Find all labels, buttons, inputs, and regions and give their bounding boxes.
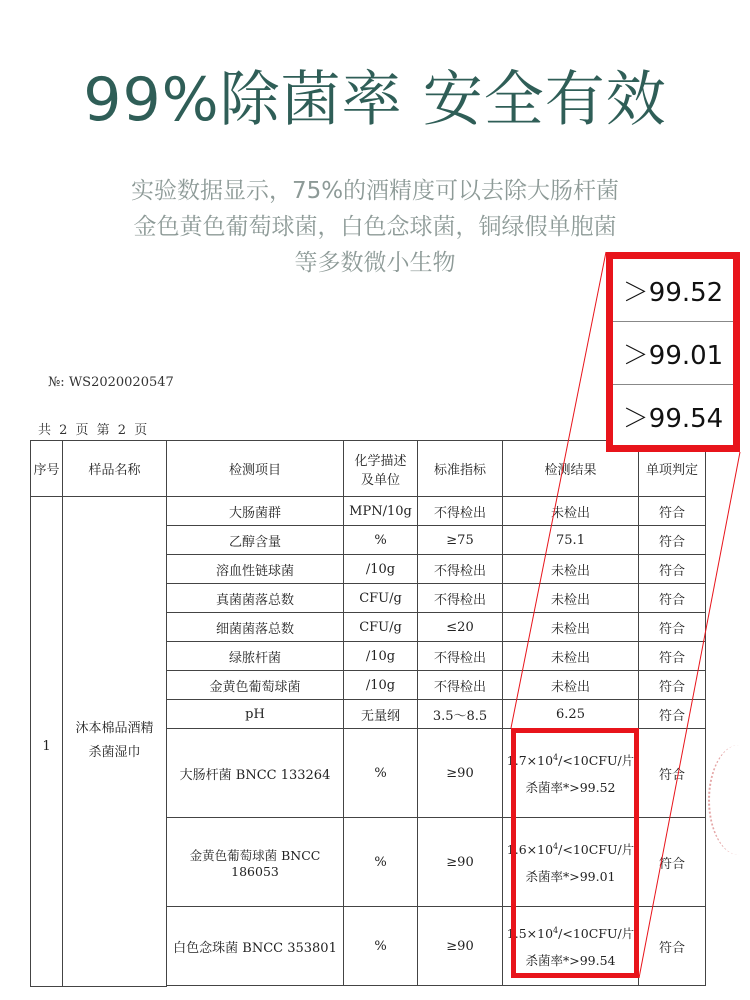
colony-count: $1.6\times 10^4/<10CFU/$片 — [506, 842, 635, 858]
connector-line-right — [639, 452, 740, 978]
standard-cell: ≥90 — [418, 818, 503, 907]
item-cell: 细菌菌落总数 — [167, 613, 344, 642]
standard-cell: 3.5～8.5 — [418, 700, 503, 729]
header-result: 检测结果 — [503, 441, 639, 497]
serial-cell: 1 — [31, 497, 63, 987]
kill-rate: 杀菌率*>99.01 — [525, 868, 616, 884]
item-cell: 真菌菌落总数 — [167, 584, 344, 613]
result-cell: 75.1 — [503, 526, 639, 555]
verdict-cell: 符合 — [639, 818, 706, 907]
verdict-cell: 符合 — [639, 526, 706, 555]
standard-cell: 不得检出 — [418, 497, 503, 526]
verdict-cell: 符合 — [639, 613, 706, 642]
subtitle-line-3: 等多数微小生物 — [294, 250, 456, 276]
result-cell: 未检出 — [503, 642, 639, 671]
header-serial: 序号 — [31, 441, 63, 497]
header-sample-name: 样品名称 — [63, 441, 167, 497]
kill-rate-highlight-box — [511, 728, 639, 978]
item-cell: 绿脓杆菌 — [167, 642, 344, 671]
header-unit: 化学描述及单位 — [344, 441, 418, 497]
item-cell: 溶血性链球菌 — [167, 555, 344, 584]
item-cell: pH — [167, 700, 344, 729]
kill-rate: 杀菌率*>99.54 — [525, 952, 616, 968]
verdict-cell: 符合 — [639, 555, 706, 584]
headline: 99%除菌率 安全有效 — [83, 65, 667, 135]
verdict-cell: 符合 — [639, 671, 706, 700]
verdict-cell: 符合 — [639, 584, 706, 613]
item-cell: 白色念珠菌 BNCC 353801 — [167, 907, 344, 986]
colony-count: $1.7\times 10^4/<10CFU/$片 — [506, 753, 635, 769]
report-number: №: WS2020020547 — [48, 375, 174, 390]
result-cell: 未检出 — [503, 613, 639, 642]
standard-cell: ≥90 — [418, 729, 503, 818]
unit-cell: /10g — [344, 555, 418, 584]
item-cell: 金黄色葡萄球菌 BNCC 186053 — [167, 818, 344, 907]
item-cell: 大肠菌群 — [167, 497, 344, 526]
verdict-cell: 符合 — [639, 729, 706, 818]
sample-name-cell: 沐本棉品酒精杀菌湿巾 — [63, 497, 167, 987]
zoom-value-staph: ＞99.01 — [613, 322, 733, 385]
header-verdict: 单项判定 — [639, 441, 706, 497]
verdict-cell: 符合 — [639, 700, 706, 729]
verdict-cell: 符合 — [639, 497, 706, 526]
unit-cell: CFU/g — [344, 584, 418, 613]
standard-cell: 不得检出 — [418, 642, 503, 671]
item-cell: 金黄色葡萄球菌 — [167, 671, 344, 700]
unit-cell: % — [344, 526, 418, 555]
standard-cell: 不得检出 — [418, 555, 503, 584]
colony-count: $1.5\times 10^4/<10CFU/$片 — [506, 926, 635, 942]
unit-cell: CFU/g — [344, 613, 418, 642]
header-test-item: 检测项目 — [167, 441, 344, 497]
zoom-value-candida: ＞99.54 — [622, 403, 724, 434]
standard-cell: ≤20 — [418, 613, 503, 642]
result-cell: 未检出 — [503, 555, 639, 584]
verdict-cell: 符合 — [639, 642, 706, 671]
unit-cell: % — [344, 729, 418, 818]
unit-cell: % — [344, 907, 418, 986]
item-cell: 大肠杆菌 BNCC 133264 — [167, 729, 344, 818]
result-cell: 未检出 — [503, 584, 639, 613]
kill-rate-zoom-callout — [606, 252, 740, 452]
unit-cell: 无量纲 — [344, 700, 418, 729]
zoom-value-ecoli: ＞99.52 — [613, 259, 733, 322]
result-cell: 未检出 — [503, 671, 639, 700]
header-standard: 标准指标 — [418, 441, 503, 497]
standard-cell: 不得检出 — [418, 584, 503, 613]
subtitle-line-1: 实验数据显示，75%的酒精度可以去除大肠杆菌 — [130, 178, 620, 204]
item-cell: 乙醇含量 — [167, 526, 344, 555]
standard-cell: ≥90 — [418, 907, 503, 986]
unit-cell: /10g — [344, 642, 418, 671]
standard-cell: ≥75 — [418, 526, 503, 555]
result-cell: 未检出 — [503, 497, 639, 526]
standard-cell: 不得检出 — [418, 671, 503, 700]
unit-cell: MPN/10g — [344, 497, 418, 526]
unit-cell: /10g — [344, 671, 418, 700]
unit-cell: % — [344, 818, 418, 907]
subtitle-line-2: 金色黄色葡萄球菌，白色念球菌，铜绿假单胞菌 — [133, 214, 617, 240]
kill-rate: 杀菌率*>99.52 — [525, 779, 616, 795]
connector-line-left — [511, 252, 606, 728]
page-info: 共 2 页 第 2 页 — [38, 423, 150, 438]
result-cell: 6.25 — [503, 700, 639, 729]
verdict-cell: 符合 — [639, 907, 706, 986]
